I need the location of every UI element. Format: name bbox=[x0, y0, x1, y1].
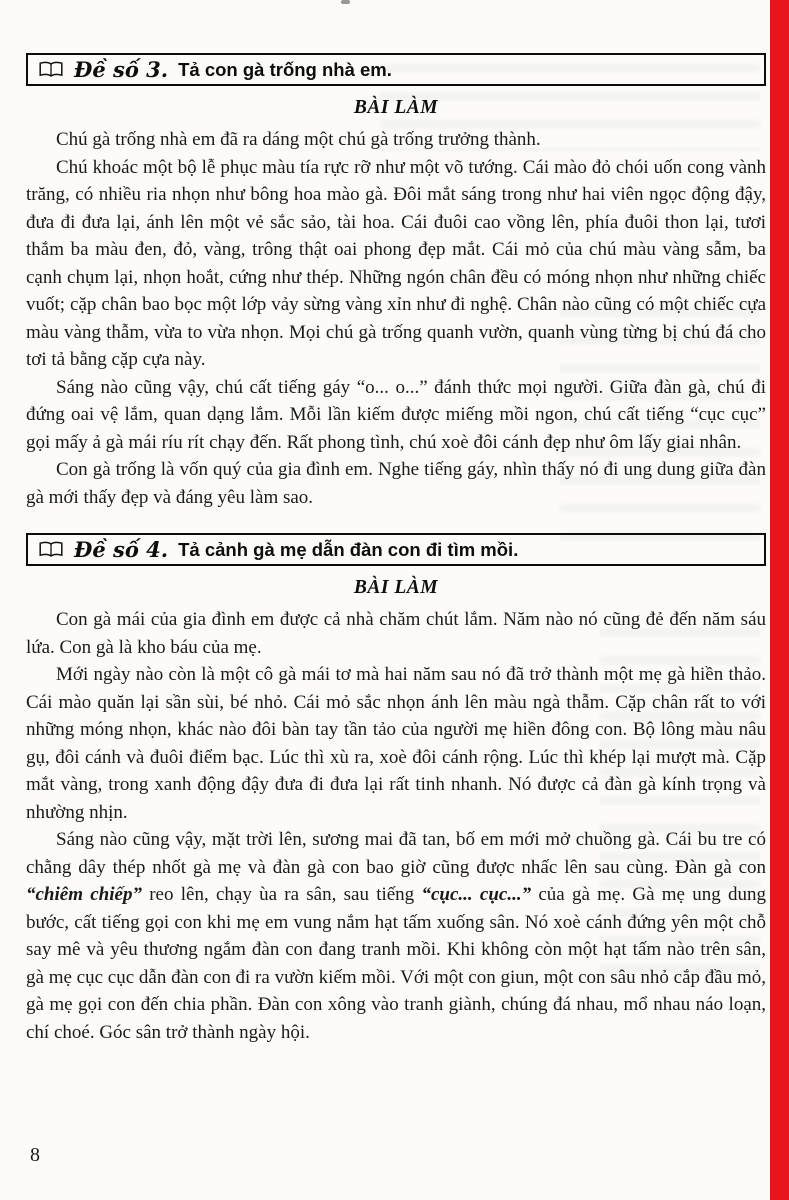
essay-section-de-so-3 bbox=[26, 53, 766, 511]
prompt-header bbox=[26, 533, 766, 566]
text-segment: Sáng nào cũng vậy, chú cất tiếng gáy “o... o...” đánh thức mọi người. Giữa đàn gà, chú đi đứng oai vệ lắm, quan dạng lắm. Mỗi lần kiếm được miếng mồi ngon, chú cất tiếng “cục cục” gọi mấy ả gà mái ríu rít chạy đến. Rất phong tình, chú xoè đôi cánh đẹp như ôm lấy giai nhân. bbox=[26, 376, 766, 453]
prompt-title: Tả con gà trống nhà em. bbox=[178, 59, 392, 80]
text-segment: Con gà mái của gia đình em được cả nhà chăm chút lắm. Năm nào nó cũng đẻ đến năm sáu lứa. Con gà là kho báu của mẹ. bbox=[26, 609, 766, 658]
essay-paragraph bbox=[26, 661, 766, 826]
page-content bbox=[26, 53, 766, 1046]
essay-paragraph bbox=[26, 154, 766, 374]
text-segment: reo lên, chạy ùa ra sân, sau tiếng bbox=[141, 884, 422, 905]
essay-paragraph bbox=[26, 826, 766, 1046]
text-segment: “cục... cục...” bbox=[421, 884, 532, 905]
text-segment: của gà mẹ. Gà mẹ ung dung bước, cất tiếng gọi con khi mẹ em vung nắm hạt tấm xuống sân. Nó xoè cánh đứng yên một chỗ say mê và yêu thương ngắm đàn con đang tranh mồi. Khi không còn một hạt tấm nào trên sân, gà mẹ cục cục dẫn đàn con đi ra vườn kiếm mồi. Với một con giun, một con sâu nhỏ cắp đầu mỏ, gà mẹ gọi con đến chia phần. Đàn con xông vào tranh giành, chúng đá nhau, mổ nhau náo loạn, chí choé. Góc sân trở thành ngày hội. bbox=[26, 884, 766, 1043]
essay-paragraph bbox=[26, 126, 766, 154]
essay-body bbox=[26, 606, 766, 1046]
essay-paragraph bbox=[26, 456, 766, 511]
open-book-icon bbox=[38, 61, 64, 78]
prompt-title: Tả cảnh gà mẹ dẫn đàn con đi tìm mồi. bbox=[178, 539, 519, 560]
essay-heading: BÀI LÀM bbox=[353, 577, 439, 598]
text-segment: Sáng nào cũng vậy, mặt trời lên, sương mai đã tan, bố em mới mở chuồng gà. Cái bu tre có chằng dây thép nhốt gà mẹ và đàn gà con bao giờ cũng được nhấc lên sau cùng. Đàn gà con bbox=[26, 829, 766, 878]
page-number: 8 bbox=[30, 1144, 40, 1166]
essay-paragraph bbox=[26, 374, 766, 457]
essay-body bbox=[26, 126, 766, 511]
text-segment: Chú khoác một bộ lễ phục màu tía rực rỡ như một võ tướng. Cái mào đỏ chói uốn cong vành trăng, có nhiều ria nhọn như bông hoa mào gà. Đôi mắt sáng trong như hai viên ngọc động đậy, đưa đi đưa lại, ánh lên một vẻ sắc sảo, tài hoa. Cái đuôi cao vồng lên, phía đuôi thon lại, tươi thắm ba màu đen, đỏ, vàng, trông thật oai phong đẹp mắt. Cái mỏ của chú màu vàng sẫm, ba cạnh chụm lại, nhọn hoắt, cứng như thép. Những ngón chân đều có móng nhọn như những chiếc vuốt; cặp chân bao bọc một lớp vảy sừng vàng xỉn như đi nghệ. Chân nào cũng có một chiếc cựa màu vàng thẫm, vừa to vừa nhọn. Mọi chú gà trống quanh vườn, quanh vùng từng bị chú đá cho tơi tả bằng cặp cựa này. bbox=[26, 156, 766, 370]
prompt-header bbox=[26, 53, 766, 86]
prompt-number: Đề số 4. bbox=[74, 537, 169, 562]
text-segment: Chú gà trống nhà em đã ra dáng một chú gà trống trưởng thành. bbox=[56, 129, 541, 150]
essay-heading: BÀI LÀM bbox=[353, 97, 439, 118]
essay-section-de-so-4 bbox=[26, 533, 766, 1046]
scan-artifact bbox=[341, 0, 350, 4]
essay-paragraph bbox=[26, 606, 766, 661]
prompt-number: Đề số 3. bbox=[74, 57, 169, 82]
text-segment: Con gà trống là vốn quý của gia đình em. Nghe tiếng gáy, nhìn thấy nó đi ung dung giữa đàn gà mới thấy đẹp và đáng yêu làm sao. bbox=[26, 459, 766, 508]
text-segment: Mới ngày nào còn là một cô gà mái tơ mà hai năm sau nó đã trở thành một mẹ gà hiền thảo. Cái mào quăn lại sần sùi, bé nhỏ. Cái mỏ sắc nhọn ánh lên màu ngà thẫm. Cặp chân rất to với những móng nhọn, khác nào đôi bàn tay tần tảo của người mẹ hiền đông con. Bộ lông màu nâu gụ, đôi cánh và đuôi điểm bạc. Lúc thì xù ra, xoè đôi cánh rộng. Lúc thì khép lại mượt mà. Cặp mắt vàng, trong xanh động đậy đưa đi đưa lại rất tinh nhanh. Nó được cả đàn gà kính trọng và nhường nhịn. bbox=[26, 664, 766, 823]
open-book-icon bbox=[38, 541, 64, 558]
text-segment: “chiêm chiếp” bbox=[26, 884, 142, 905]
page-edge-red-bar bbox=[770, 0, 789, 1200]
